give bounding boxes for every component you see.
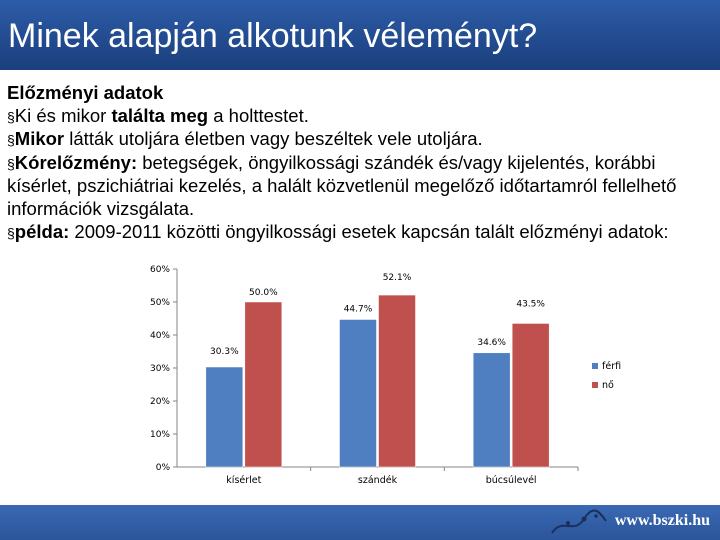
slide-heading: Előzményi adatok xyxy=(7,82,164,103)
x-tick-label: búcsúlevél xyxy=(485,475,537,486)
x-tick-label: szándék xyxy=(357,475,398,486)
legend-label: férfi xyxy=(602,361,622,372)
bullet-text: látták utoljára életben vagy beszéltek vele utoljára. xyxy=(64,128,483,150)
x-tick-label: kísérlet xyxy=(226,475,262,486)
bullet-marker: § xyxy=(7,224,15,241)
bullet-text: a holttestet. xyxy=(208,104,309,126)
bullet-marker: § xyxy=(7,132,15,149)
data-label: 52.1% xyxy=(382,273,412,284)
y-tick-label: 40% xyxy=(149,331,170,341)
bullet-text: betegségek, öngyilkossági szándék és/vagy kijelentés, korábbi kísérlet, pszichiátriai kezelés, a halált közvetlenül megelőző időtartamról fellelhető információk vizsgálata. xyxy=(7,151,677,219)
data-label: 44.7% xyxy=(343,304,373,315)
legend-swatch-nő xyxy=(592,382,598,388)
legend-swatch-férfi xyxy=(592,363,598,369)
bullet-text: 2009-2011 közötti öngyilkossági esetek kapcsán talált előzményi adatok: xyxy=(69,220,669,242)
y-tick-label: 20% xyxy=(149,397,170,407)
data-label: 30.3% xyxy=(210,347,239,358)
bar-nő xyxy=(245,302,282,467)
y-tick-label: 10% xyxy=(149,430,170,440)
y-tick-label: 0% xyxy=(155,463,170,473)
bullet-marker: § xyxy=(7,108,15,125)
bullet-bold-text: találta meg xyxy=(111,104,209,126)
footer-url[interactable]: www.bszki.hu xyxy=(614,512,710,529)
y-tick-label: 30% xyxy=(149,364,170,374)
data-label: 43.5% xyxy=(516,299,545,310)
legend-label: nő xyxy=(602,380,614,391)
data-label: 34.6% xyxy=(477,337,506,348)
data-label: 50.0% xyxy=(249,288,278,298)
bullet-bold-text: példa: xyxy=(14,220,70,242)
bar-férfi xyxy=(473,353,510,467)
bullet-text: Ki és mikor xyxy=(14,104,112,126)
bullet-bold-text: Mikor xyxy=(14,128,65,150)
bar-nő xyxy=(379,295,416,467)
footer-logo xyxy=(548,507,608,537)
bar-férfi xyxy=(206,367,243,467)
bar-nő xyxy=(512,323,549,467)
footer-band xyxy=(0,505,720,540)
y-tick-label: 60% xyxy=(149,265,170,275)
y-tick-label: 50% xyxy=(149,298,170,308)
bullet-marker: § xyxy=(7,155,15,172)
slide-title: Minek alapján alkotunk véleményt? xyxy=(8,17,538,55)
bullet-bold-text: Kórelőzmény: xyxy=(14,151,138,173)
bar-férfi xyxy=(340,319,377,467)
